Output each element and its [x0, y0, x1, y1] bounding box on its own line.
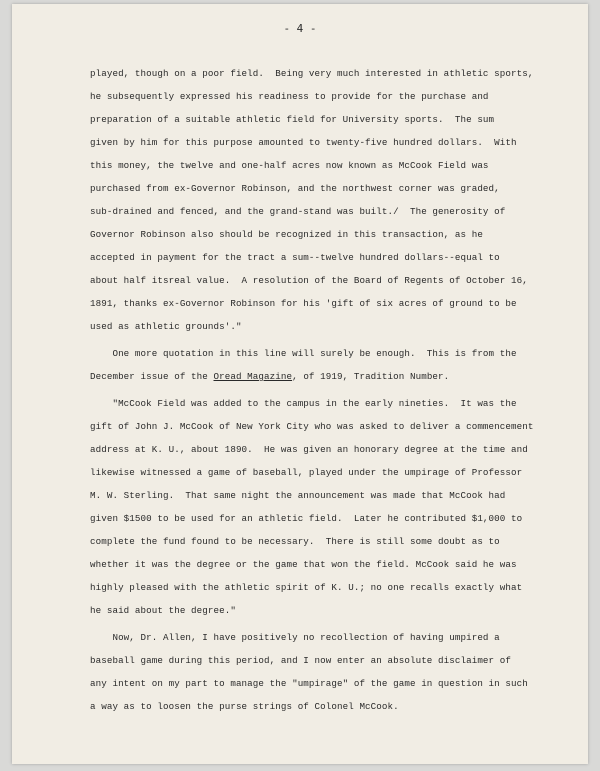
text-line: "McCook Field was added to the campus in the early nineties. It was the — [90, 398, 517, 409]
text-line: given $1500 to be used for an athletic field. Later he contributed $1,000 to — [90, 513, 523, 524]
text-line: he said about the degree." — [90, 605, 236, 616]
text-line: Now, Dr. Allen, I have positively no recollection of having umpired a — [90, 632, 500, 643]
text-line: used as athletic grounds'." — [90, 321, 242, 332]
text-fragment: , of 1919, Tradition Number. — [292, 371, 450, 382]
text-line: sub-drained and fenced, and the grand-stand was built./ The generosity of — [90, 206, 506, 217]
text-line: purchased from ex-Governor Robinson, and the northwest corner was graded, — [90, 183, 500, 194]
magazine-title: Oread Magazine — [213, 371, 293, 382]
page-number: - 4 - — [283, 22, 317, 35]
quotation-block — [90, 392, 560, 622]
text-fragment: December issue of the — [90, 371, 214, 382]
text-line: a way as to loosen the purse strings of Colonel McCook. — [90, 701, 399, 712]
text-line: likewise witnessed a game of baseball, played under the umpirage of Professor — [90, 467, 523, 478]
paragraph-2 — [90, 342, 560, 388]
text-line: gift of John J. McCook of New York City who was asked to deliver a commencement — [90, 421, 534, 432]
paragraph-3 — [90, 626, 560, 718]
text-line: played, though on a poor field. Being very much interested in athletic sports, — [90, 68, 534, 79]
text-line: complete the fund found to be necessary. There is still some doubt as to — [90, 536, 500, 547]
text-line: highly pleased with the athletic spirit of K. U.; no one recalls exactly what — [90, 582, 523, 593]
text-line: given by him for this purpose amounted to twenty-five hundred dollars. With — [90, 137, 517, 148]
text-line: any intent on my part to manage the "umpirage" of the game in question in such — [90, 678, 528, 689]
text-line: address at K. U., about 1890. He was given an honorary degree at the time and — [90, 444, 528, 455]
text-line: this money, the twelve and one-half acres now known as McCook Field was — [90, 160, 489, 171]
paragraph-1 — [90, 62, 560, 338]
text-line: 1891, thanks ex-Governor Robinson for his 'gift of six acres of ground to be — [90, 298, 517, 309]
document-body — [90, 62, 560, 718]
text-line: One more quotation in this line will surely be enough. This is from the — [90, 348, 517, 359]
text-line: whether it was the degree or the game that won the field. McCook said he was — [90, 559, 517, 570]
document-page — [12, 4, 588, 764]
text-line — [90, 365, 560, 388]
text-line: M. W. Sterling. That same night the announcement was made that McCook had — [90, 490, 506, 501]
text-line: baseball game during this period, and I now enter an absolute disclaimer of — [90, 655, 512, 666]
text-line: he subsequently expressed his readiness to provide for the purchase and — [90, 91, 489, 102]
text-line: about half itsreal value. A resolution of the Board of Regents of October 16, — [90, 275, 528, 286]
text-line: preparation of a suitable athletic field for University sports. The sum — [90, 114, 495, 125]
text-line: Governor Robinson also should be recognized in this transaction, as he — [90, 229, 483, 240]
text-line: accepted in payment for the tract a sum--twelve hundred dollars--equal to — [90, 252, 500, 263]
